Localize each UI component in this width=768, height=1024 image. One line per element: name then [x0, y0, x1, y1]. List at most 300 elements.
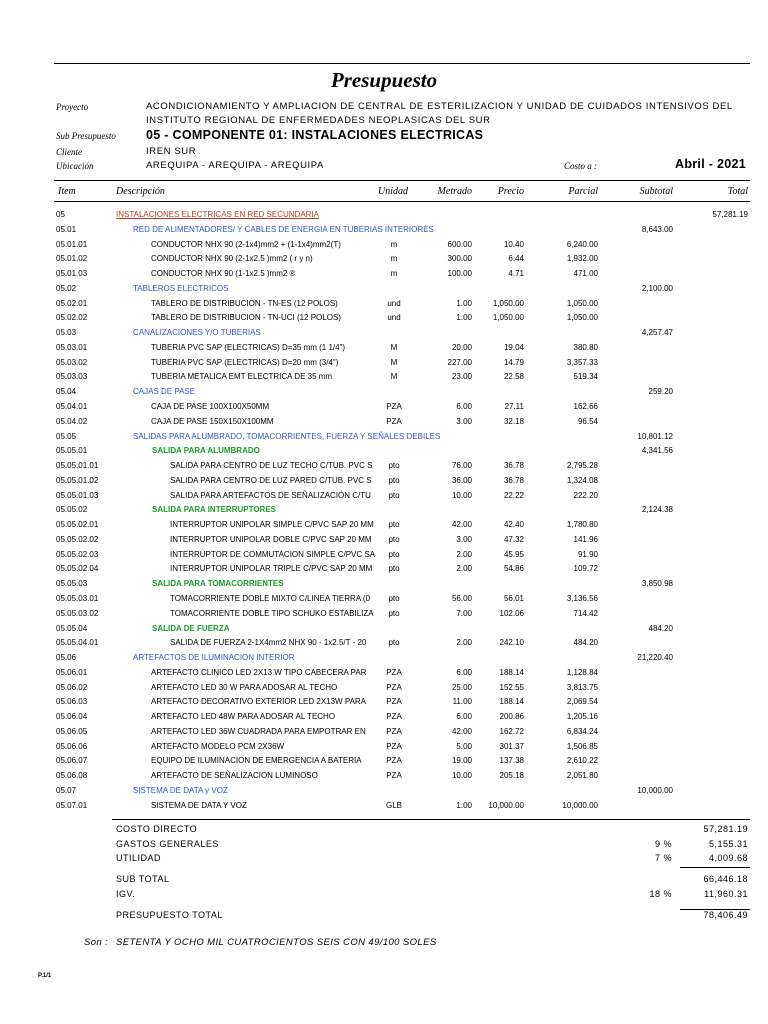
item-code: 05.06.06: [56, 741, 88, 751]
item-description: RED DE ALIMENTADORES/ Y CABLES DE ENERGIA EN TUBERIAS INTERIORES: [133, 224, 434, 234]
item-code: 05.05.01.01: [56, 461, 99, 471]
col-metrado: Metrado: [437, 186, 472, 197]
table-row: [0, 622, 768, 636]
item-price: 47.32: [503, 534, 524, 544]
item-metrado: 5.00: [456, 741, 472, 751]
item-parcial: 162.66: [573, 402, 598, 411]
item-parcial: 1,050.00: [566, 313, 598, 323]
item-code: 05.06.01: [56, 667, 88, 677]
item-price: 102.06: [499, 608, 524, 618]
item-description: TABLERO DE DISTRIBUCION - TN-ES (12 POLOS): [151, 298, 338, 308]
table-row: [0, 400, 768, 414]
header-bottom-rule: [54, 201, 750, 202]
item-price: 45.95: [503, 549, 524, 559]
item-parcial: 2,795.28: [566, 461, 598, 471]
summary-percent: 9 %: [654, 839, 672, 849]
item-parcial: 91.90: [577, 549, 598, 559]
item-description: ARTEFACTO DECORATIVO EXTERIOR LED 2X13W PARA: [151, 697, 367, 707]
summary-label: PRESUPUESTO TOTAL: [116, 910, 223, 920]
item-price: 1,050.00: [492, 313, 524, 323]
item-price: 32.18: [503, 416, 524, 426]
item-description: EQUIPO DE ILUMINACION DE EMERGENCIA A BATERIA: [151, 756, 362, 766]
item-description: ARTEFACTO DE SEÑALIZACION LUMINOSO: [151, 771, 318, 781]
item-metrado: 20.00: [451, 342, 472, 352]
summary-value: 4,009.68: [708, 853, 748, 863]
table-row: [0, 651, 768, 665]
item-code: 05.05.02.01: [56, 520, 99, 530]
summary-row: [0, 822, 768, 836]
summary-value: 5,155.31: [708, 839, 748, 849]
item-price: 200.86: [499, 712, 524, 722]
table-row: [0, 681, 768, 695]
item-metrado: 3.00: [456, 416, 472, 426]
summary-label: IGV.: [116, 889, 136, 899]
item-parcial: 2,051.80: [566, 771, 598, 781]
summary-row: [0, 908, 768, 922]
subtotal-rule: [680, 867, 750, 868]
ubicacion-label: Ubicación: [56, 161, 94, 171]
item-metrado: 42.00: [451, 520, 472, 530]
item-code: 05.02.02: [56, 313, 88, 323]
item-description: ARTEFACTO CLINICO LED 2X13 W TIPO CABECERA PAR: [151, 667, 367, 677]
item-subtotal: 4,341.56: [641, 446, 673, 456]
item-unit: pto: [388, 608, 400, 618]
item-code: 05.05.03.01: [56, 594, 99, 604]
table-row: [0, 518, 768, 532]
item-unit: pto: [388, 475, 400, 485]
item-metrado: 7.00: [456, 608, 472, 618]
table-row: [0, 430, 768, 444]
item-subtotal: 10,000.00: [637, 786, 673, 796]
item-code: 05.05: [56, 431, 77, 441]
table-row: [0, 799, 768, 813]
item-unit: pto: [388, 564, 400, 574]
top-rule: [54, 63, 750, 64]
item-metrado: 19.00: [451, 756, 472, 766]
item-price: 162.72: [499, 726, 524, 736]
table-row: [0, 577, 768, 591]
table-row: [0, 592, 768, 606]
item-unit: PZA: [386, 741, 402, 751]
item-metrado: 1.00: [456, 313, 472, 323]
table-row: [0, 740, 768, 754]
table-row: [0, 267, 768, 281]
table-row: [0, 695, 768, 709]
item-parcial: 1,506.85: [566, 741, 598, 751]
item-description: TOMACORRIENTE DOBLE TIPO SCHUKO ESTABILIZA: [170, 608, 374, 618]
page-title: Presupuesto: [330, 68, 438, 92]
item-unit: PZA: [386, 726, 402, 736]
item-description: SALIDAS PARA ALUMBRADO, TOMACORRIENTES, FUERZA Y SEÑALES DEBILES: [133, 431, 441, 441]
item-metrado: 100.00: [447, 269, 472, 279]
item-price: 6.44: [508, 254, 524, 264]
item-unit: PZA: [386, 756, 402, 766]
item-unit: m: [390, 254, 398, 264]
summary-label: COSTO DIRECTO: [116, 824, 198, 834]
item-subtotal: 2,100.00: [641, 283, 673, 293]
item-metrado: 36.00: [451, 475, 472, 485]
item-code: 05.04.01: [56, 402, 88, 411]
item-description: INSTALACIONES ELECTRICAS EN RED SECUNDARIA: [116, 210, 320, 219]
item-parcial: 3,813.75: [566, 682, 598, 692]
item-metrado: 227.00: [447, 357, 472, 367]
item-metrado: 1.00: [456, 298, 472, 308]
item-code: 05.05.02.04: [56, 564, 99, 574]
item-unit: PZA: [386, 771, 402, 781]
item-parcial: 714.42: [573, 608, 598, 618]
item-price: 36.78: [503, 461, 524, 471]
item-code: 05.01.02: [56, 254, 88, 264]
table-row: [0, 341, 768, 355]
item-price: 1,050.00: [492, 298, 524, 308]
summary-top-rule: [112, 819, 750, 820]
item-metrado: 10.00: [451, 771, 472, 781]
item-parcial: 96.54: [577, 416, 598, 426]
item-code: 05.05.01.03: [56, 490, 99, 500]
item-price: 10.40: [503, 239, 524, 249]
item-subtotal: 4,257.47: [641, 328, 673, 338]
item-total: 57,281.19: [712, 210, 748, 219]
proyecto-label: Proyecto: [56, 102, 89, 112]
item-description: CONDUCTOR NHX 90 (2-1x2.5 )mm2 ( r y n): [151, 254, 313, 264]
item-parcial: 2,610.22: [566, 756, 598, 766]
summary-value: 11,960.31: [704, 889, 748, 899]
item-subtotal: 2,124.38: [641, 505, 673, 515]
table-row: [0, 607, 768, 621]
item-price: 152.55: [499, 682, 524, 692]
item-code: 05.05.04: [56, 623, 88, 633]
table-row: [0, 548, 768, 562]
table-row: [0, 311, 768, 325]
item-code: 05.02.01: [56, 298, 88, 308]
col-precio: Precio: [497, 186, 524, 197]
item-description: INTERRUPTOR UNIPOLAR TRIPLE C/PVC SAP 20 MM: [170, 564, 373, 574]
item-description: SALIDA PARA TOMACORRIENTES: [152, 579, 284, 589]
item-description: TUBERIA METALICA EMT ELECTRICA DE 35 mm: [151, 372, 333, 382]
item-code: 05.01: [56, 224, 77, 234]
item-code: 05.04: [56, 387, 77, 397]
item-parcial: 1,932.00: [566, 254, 598, 264]
item-parcial: 484.20: [573, 638, 598, 648]
costo-value: Abril - 2021: [675, 157, 746, 171]
item-code: 05.05.01: [56, 446, 88, 456]
item-unit: M: [390, 357, 398, 367]
item-parcial: 3,357.33: [566, 357, 598, 367]
table-row: [0, 533, 768, 547]
table-row: [0, 282, 768, 296]
item-subtotal: 10,801.12: [637, 431, 673, 441]
item-unit: PZA: [386, 402, 402, 411]
item-description: TOMACORRIENTE DOBLE MIXTO C/LINEA TIERRA (0: [170, 594, 371, 604]
item-description: SALIDA DE FUERZA 2-1X4mm2 NHX 90 - 1x2.5/T - 20: [170, 638, 367, 648]
item-metrado: 6.00: [456, 667, 472, 677]
item-metrado: 23.00: [451, 372, 472, 382]
item-metrado: 300.00: [447, 254, 472, 264]
item-unit: pto: [388, 490, 400, 500]
item-code: 05.06.07: [56, 756, 88, 766]
item-description: CONDUCTOR NHX 90 (2-1x4)mm2 + (1-1x4)mm2(T): [151, 239, 341, 249]
item-parcial: 1,780.80: [566, 520, 598, 530]
item-description: INTERRUPTOR DE COMMUTACION SIMPLE C/PVC SA: [170, 549, 376, 559]
item-description: CONDUCTOR NHX 90 (1-1x2.5 )mm2 ®: [151, 269, 296, 279]
table-row: [0, 370, 768, 384]
item-parcial: 6,834.24: [566, 726, 598, 736]
item-description: CAJAS DE PASE: [133, 387, 196, 397]
table-row: [0, 636, 768, 650]
item-code: 05.03: [56, 328, 77, 338]
page-number: P.1/1: [38, 973, 52, 979]
col-descripcion: Descripción: [116, 186, 165, 197]
table-row: [0, 503, 768, 517]
cliente-value: IREN SUR: [146, 146, 197, 157]
table-row: [0, 326, 768, 340]
summary-percent: 18 %: [649, 889, 672, 899]
item-code: 05.03.01: [56, 342, 88, 352]
item-metrado: 76.00: [451, 461, 472, 471]
summary-row: [0, 887, 768, 901]
item-code: 05.07.01: [56, 800, 88, 810]
table-row: [0, 385, 768, 399]
table-row: [0, 459, 768, 473]
item-parcial: 1,128.84: [566, 667, 598, 677]
item-unit: pto: [388, 638, 400, 648]
item-unit: PZA: [386, 682, 402, 692]
item-description: SALIDA PARA ALUMBRADO: [152, 446, 260, 456]
item-parcial: 3,136.56: [566, 594, 598, 604]
item-unit: PZA: [386, 712, 402, 722]
item-code: 05.06.08: [56, 771, 88, 781]
item-description: ARTEFACTO LED 30 W PARA ADOSAR AL TECHO: [151, 682, 338, 692]
item-code: 05: [56, 210, 65, 219]
item-metrado: 2.00: [456, 564, 472, 574]
item-description: SISTEMA DE DATA Y VOZ: [151, 800, 247, 810]
table-row: [0, 725, 768, 739]
item-price: 10,000.00: [488, 800, 524, 810]
item-code: 05.06.05: [56, 726, 88, 736]
item-parcial: 10,000.00: [562, 800, 598, 810]
item-unit: pto: [388, 534, 400, 544]
table-row: [0, 356, 768, 370]
item-price: 14.79: [503, 357, 524, 367]
table-row: [0, 474, 768, 488]
son-value: SETENTA Y OCHO MIL CUATROCIENTOS SEIS CON 49/100 SOLES: [116, 937, 437, 948]
item-code: 05.02: [56, 283, 77, 293]
item-description: CAJA DE PASE 150X150X100MM: [151, 416, 274, 426]
item-unit: pto: [388, 594, 400, 604]
item-unit: PZA: [386, 667, 402, 677]
item-unit: PZA: [386, 697, 402, 707]
item-description: INTERRUPTOR UNIPOLAR SIMPLE C/PVC SAP 20 MM: [170, 520, 374, 530]
item-code: 05.03.02: [56, 357, 88, 367]
item-price: 36.78: [503, 475, 524, 485]
item-code: 05.05.01.02: [56, 475, 99, 485]
item-code: 05.04.02: [56, 416, 88, 426]
item-code: 05.05.03.02: [56, 608, 99, 618]
item-description: ARTEFACTO MODELO PCM 2X36W: [151, 741, 285, 751]
item-description: SISTEMA DE DATA y VOZ: [133, 786, 228, 796]
item-subtotal: 3,850.98: [641, 579, 673, 589]
item-price: 4.71: [508, 269, 524, 279]
item-unit: m: [390, 269, 398, 279]
item-code: 05.07: [56, 786, 77, 796]
subpresupuesto-label: Sub Presupuesto: [56, 131, 116, 141]
item-price: 137.38: [499, 756, 524, 766]
item-subtotal: 259.20: [648, 387, 673, 397]
summary-row: [0, 872, 768, 886]
item-unit: M: [390, 342, 398, 352]
item-price: 56.01: [503, 594, 524, 604]
summary-label: SUB TOTAL: [116, 874, 170, 884]
summary-row: [0, 837, 768, 851]
table-row: [0, 223, 768, 237]
table-row: [0, 562, 768, 576]
col-item: Item: [58, 186, 76, 197]
item-metrado: 2.00: [456, 549, 472, 559]
item-description: ARTEFACTOS DE ILUMINACION INTERIOR: [133, 653, 295, 663]
col-parcial: Parcial: [568, 186, 598, 197]
total-rule: [680, 909, 750, 910]
item-unit: und: [387, 313, 401, 323]
item-price: 188.14: [499, 667, 524, 677]
item-subtotal: 21,220.40: [637, 653, 673, 663]
item-description: TABLEROS ELECTRICOS: [133, 283, 229, 293]
item-code: 05.05.02.03: [56, 549, 99, 559]
item-parcial: 109.72: [573, 564, 598, 574]
item-parcial: 222.20: [573, 490, 598, 500]
col-total: Total: [727, 186, 748, 197]
item-parcial: 1,205.16: [566, 712, 598, 722]
item-code: 05.03.03: [56, 372, 88, 382]
item-price: 188.14: [499, 697, 524, 707]
item-description: CANALIZACIONES Y/O TUBERIAS: [133, 328, 261, 338]
summary-value: 66,446.18: [703, 874, 748, 884]
item-code: 05.05.02.02: [56, 534, 99, 544]
ubicacion-value: AREQUIPA - AREQUIPA - AREQUIPA: [146, 160, 324, 171]
item-unit: GLB: [385, 800, 402, 810]
col-subtotal: Subtotal: [639, 186, 673, 197]
item-code: 05.05.04.01: [56, 638, 99, 648]
cliente-label: Cliente: [56, 147, 82, 157]
item-price: 22.22: [503, 490, 524, 500]
item-description: SALIDA PARA CENTRO DE LUZ PARED C/TUB. PVC S: [170, 475, 372, 485]
table-row: [0, 754, 768, 768]
item-metrado: 600.00: [447, 239, 472, 249]
item-price: 242.10: [499, 638, 524, 648]
item-unit: pto: [388, 461, 400, 471]
table-row: [0, 238, 768, 252]
item-subtotal: 8,643.00: [641, 224, 673, 234]
item-metrado: 42.00: [451, 726, 472, 736]
item-code: 05.06.04: [56, 712, 88, 722]
item-description: SALIDA PARA INTERRUPTORES: [152, 505, 277, 515]
item-price: 27.11: [504, 402, 524, 411]
item-parcial: 1,050.00: [566, 298, 598, 308]
item-code: 05.01.01: [56, 239, 88, 249]
summary-value: 57,281.19: [703, 824, 748, 834]
item-metrado: 1.00: [456, 800, 472, 810]
item-parcial: 141.96: [573, 534, 598, 544]
item-code: 05.06: [56, 653, 77, 663]
item-price: 22.58: [503, 372, 524, 382]
summary-value: 78,406.49: [703, 910, 748, 920]
item-code: 05.05.03: [56, 579, 88, 589]
item-unit: PZA: [386, 416, 402, 426]
item-code: 05.06.03: [56, 697, 88, 707]
item-code: 05.01.03: [56, 269, 88, 279]
item-metrado: 25.00: [451, 682, 472, 692]
summary-label: UTILIDAD: [116, 853, 162, 863]
item-description: ARTEFACTO LED 48W PARA ADOSAR AL TECHO: [151, 712, 336, 722]
costo-label: Costo a :: [564, 161, 598, 171]
item-description: ARTEFACTO LED 36W CUADRADA PARA EMPOTRAR EN: [151, 726, 366, 736]
table-row: [0, 769, 768, 783]
item-subtotal: 484.20: [648, 623, 673, 633]
item-description: SALIDA PARA CENTRO DE LUZ TECHO C/TUB. PVC S: [170, 461, 373, 471]
item-parcial: 380.80: [573, 342, 598, 352]
item-parcial: 1,324.08: [566, 475, 598, 485]
item-parcial: 6,240.00: [566, 239, 598, 249]
subpresupuesto-value: 05 - COMPONENTE 01: INSTALACIONES ELECTRICAS: [146, 128, 484, 142]
table-row: [0, 444, 768, 458]
summary-row: [0, 851, 768, 865]
table-row: [0, 784, 768, 798]
item-unit: pto: [388, 520, 400, 530]
item-metrado: 6.00: [456, 712, 472, 722]
item-metrado: 56.00: [451, 594, 472, 604]
table-row: [0, 415, 768, 429]
item-metrado: 2.00: [456, 638, 472, 648]
son-label: Son :: [84, 937, 109, 948]
item-price: 301.37: [499, 741, 524, 751]
item-description: TUBERIA PVC SAP (ELECTRICAS) D=35 mm (1 1/4"): [151, 342, 346, 352]
table-row: [0, 252, 768, 266]
proyecto-line2: INSTITUTO REGIONAL DE ENFERMEDADES NEOPLASICAS DEL SUR: [146, 115, 491, 126]
header-top-rule: [54, 180, 750, 181]
table-row: [0, 710, 768, 724]
item-metrado: 11.00: [452, 697, 472, 707]
item-code: 05.05.02: [56, 505, 88, 515]
item-description: TABLERO DE DISTRIBUCION - TN-UCI (12 POLOS): [151, 313, 341, 323]
item-description: TUBERIA PVC SAP (ELECTRICAS) D=20 mm (3/4"): [151, 357, 339, 367]
item-parcial: 519.34: [573, 372, 598, 382]
item-unit: pto: [388, 549, 400, 559]
item-metrado: 6.00: [456, 402, 472, 411]
summary-percent: 7 %: [654, 853, 672, 863]
table-row: [0, 297, 768, 311]
item-price: 19.04: [503, 342, 524, 352]
table-row: [0, 208, 768, 222]
proyecto-line1: ACONDICIONAMIENTO Y AMPLIACION DE CENTRAL DE ESTERILIZACION Y UNIDAD DE CUIDADOS INTENSIVOS DEL: [146, 101, 733, 112]
item-unit: m: [390, 239, 398, 249]
col-unidad: Unidad: [378, 186, 408, 197]
table-row: [0, 666, 768, 680]
table-row: [0, 489, 768, 503]
item-description: SALIDA DE FUERZA: [152, 623, 230, 633]
item-price: 205.18: [499, 771, 524, 781]
item-parcial: 471.00: [573, 269, 598, 279]
item-description: CAJA DE PASE 100X100X50MM: [151, 402, 270, 411]
item-unit: M: [390, 372, 398, 382]
item-parcial: 2,069.54: [566, 697, 598, 707]
item-unit: und: [387, 298, 401, 308]
item-metrado: 10.00: [451, 490, 472, 500]
item-description: INTERRUPTOR UNIPOLAR DOBLE C/PVC SAP 20 MM: [170, 534, 372, 544]
summary-label: GASTOS GENERALES: [116, 839, 219, 849]
item-description: SALIDA PARA ARTEFACTOS DE SEÑALIZACIÓN C/TU: [170, 490, 371, 500]
item-metrado: 3.00: [456, 534, 472, 544]
item-code: 05.06.02: [56, 682, 88, 692]
item-price: 54.86: [503, 564, 524, 574]
